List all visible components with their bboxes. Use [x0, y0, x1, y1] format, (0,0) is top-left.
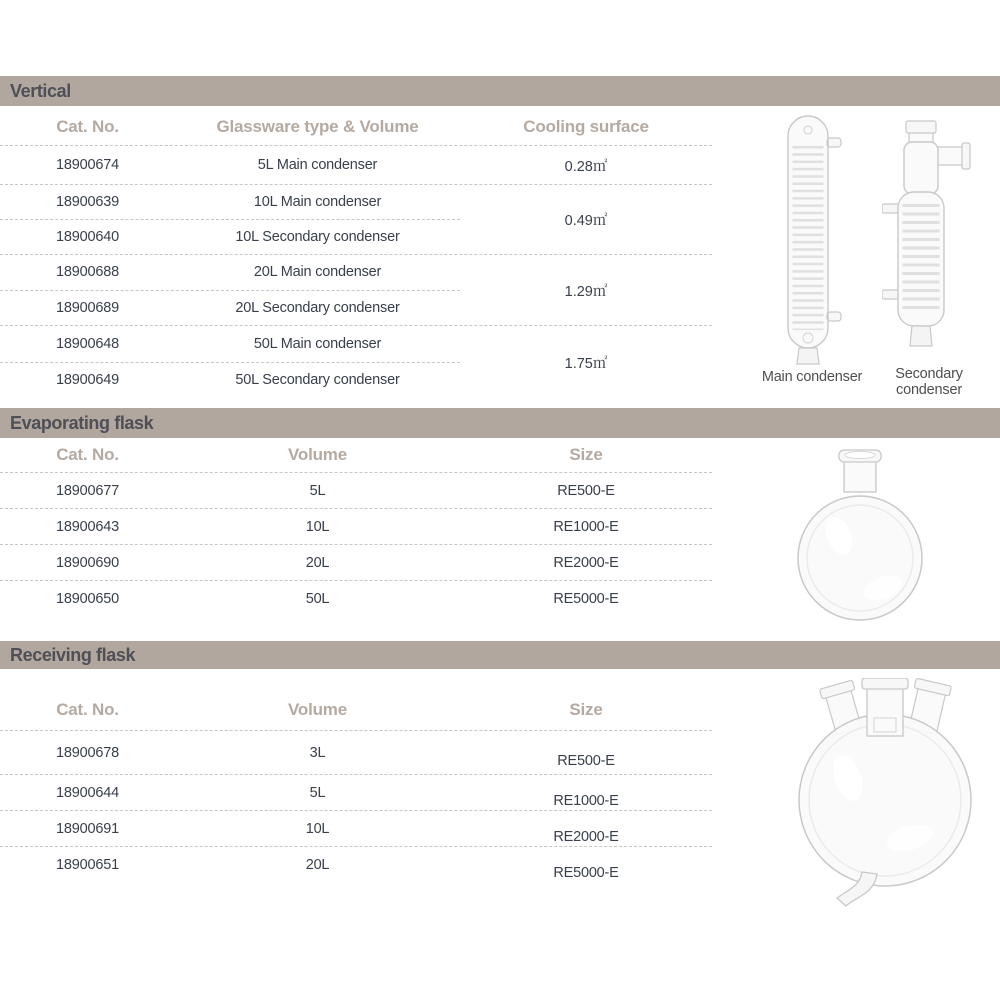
volume-cell: 3L: [309, 744, 326, 761]
main-condenser-label: [742, 369, 882, 385]
size-cell: RE1000-E: [553, 792, 619, 809]
cat-no-cell: 18900677: [56, 482, 119, 499]
section-bar-evaporating: [0, 408, 1000, 438]
cat-no-cell: 18900643: [56, 518, 119, 535]
table-row: [0, 185, 460, 220]
col-header-glassware-type: Glassware type & Volume: [216, 116, 419, 136]
main-condenser-illustration: [784, 114, 844, 366]
cooling-surface-cell: 0.49㎡: [564, 213, 608, 229]
receiving-table-header: [0, 669, 712, 731]
table-row: [0, 220, 460, 254]
table-row: [0, 291, 460, 326]
type-cell: 5L Main condenser: [257, 157, 378, 173]
cat-no-cell: 18900688: [56, 264, 119, 281]
evaporating-table: [0, 438, 712, 617]
cat-no-cell: 18900691: [56, 820, 119, 837]
table-row: [0, 581, 712, 617]
size-cell: RE5000-E: [553, 591, 619, 607]
size-cell: RE500-E: [557, 752, 615, 769]
volume-cell: 5L: [309, 784, 326, 801]
volume-cell: 10L: [305, 820, 330, 837]
col-header-size: Size: [569, 445, 603, 464]
col-header-cat-no: Cat. No.: [56, 445, 119, 464]
size-cell: RE2000-E: [553, 554, 619, 571]
receiving-table: [0, 669, 712, 883]
secondary-condenser-illustration: [882, 120, 974, 362]
table-row-group: [0, 146, 712, 185]
cooling-surface-cell: 1.29㎡: [564, 283, 608, 300]
section-title-evaporating: Evaporating flask: [10, 412, 154, 433]
table-row-group: [0, 185, 712, 255]
col-header-size: Size: [569, 699, 603, 719]
section-title-receiving: Receiving flask: [10, 644, 136, 665]
table-row: [0, 731, 712, 775]
size-cell: RE500-E: [557, 482, 615, 499]
volume-cell: 50L: [305, 591, 330, 607]
cooling-surface-cell: 1.75㎡: [564, 355, 608, 372]
table-row: [0, 146, 460, 184]
cat-no-cell: 18900651: [56, 857, 119, 873]
table-row: [0, 363, 460, 399]
cat-no-cell: 18900650: [56, 591, 119, 607]
cat-no-cell: 18900640: [56, 229, 119, 245]
cat-no-cell: 18900648: [56, 335, 119, 352]
cat-no-cell: 18900690: [56, 554, 119, 571]
cat-no-cell: 18900639: [56, 194, 119, 210]
cat-no-cell: 18900649: [56, 372, 119, 389]
col-header-cat-no: Cat. No.: [56, 116, 119, 136]
table-row-group: [0, 326, 712, 398]
size-cell: RE2000-E: [553, 828, 619, 845]
volume-cell: 5L: [309, 482, 326, 499]
type-cell: 20L Main condenser: [253, 264, 382, 281]
table-row: [0, 255, 460, 291]
cooling-surface-cell: 0.28㎡: [564, 158, 608, 175]
table-row: [0, 473, 712, 509]
type-cell: 50L Secondary condenser: [235, 372, 400, 389]
secondary-condenser-label: [879, 366, 979, 398]
secondary-condenser-label-line1: Secondary: [895, 366, 963, 382]
col-header-cat-no: Cat. No.: [56, 699, 119, 719]
table-row-group: [0, 255, 712, 326]
cat-no-cell: 18900678: [56, 744, 119, 761]
cat-no-cell: 18900644: [56, 784, 119, 801]
type-cell: 10L Main condenser: [253, 194, 382, 210]
volume-cell: 20L: [305, 554, 330, 571]
section-bar-receiving: [0, 641, 1000, 669]
section-bar-vertical: [0, 76, 1000, 106]
volume-cell: 20L: [305, 857, 330, 873]
cat-no-cell: 18900689: [56, 299, 119, 316]
col-header-cooling-surface: Cooling surface: [523, 116, 649, 136]
vertical-table-header: [0, 108, 712, 146]
size-cell: RE5000-E: [553, 865, 619, 881]
receiving-flask-illustration: [790, 678, 976, 910]
cat-no-cell: 18900674: [56, 157, 119, 173]
type-cell: 50L Main condenser: [253, 335, 382, 352]
evaporating-table-header: [0, 438, 712, 473]
table-row: [0, 326, 460, 363]
secondary-condenser-label-line2: condenser: [896, 382, 962, 398]
type-cell: 10L Secondary condenser: [235, 229, 400, 245]
volume-cell: 10L: [305, 518, 330, 535]
size-cell: RE1000-E: [553, 518, 619, 535]
evaporating-flask-illustration: [795, 448, 927, 630]
col-header-volume: Volume: [288, 699, 347, 719]
vertical-table: [0, 108, 712, 398]
table-row: [0, 509, 712, 545]
section-title-vertical: Vertical: [10, 80, 71, 101]
type-cell: 20L Secondary condenser: [235, 299, 400, 316]
table-row: [0, 545, 712, 581]
main-condenser-label-text: Main condenser: [761, 369, 863, 385]
col-header-volume: Volume: [288, 445, 347, 464]
